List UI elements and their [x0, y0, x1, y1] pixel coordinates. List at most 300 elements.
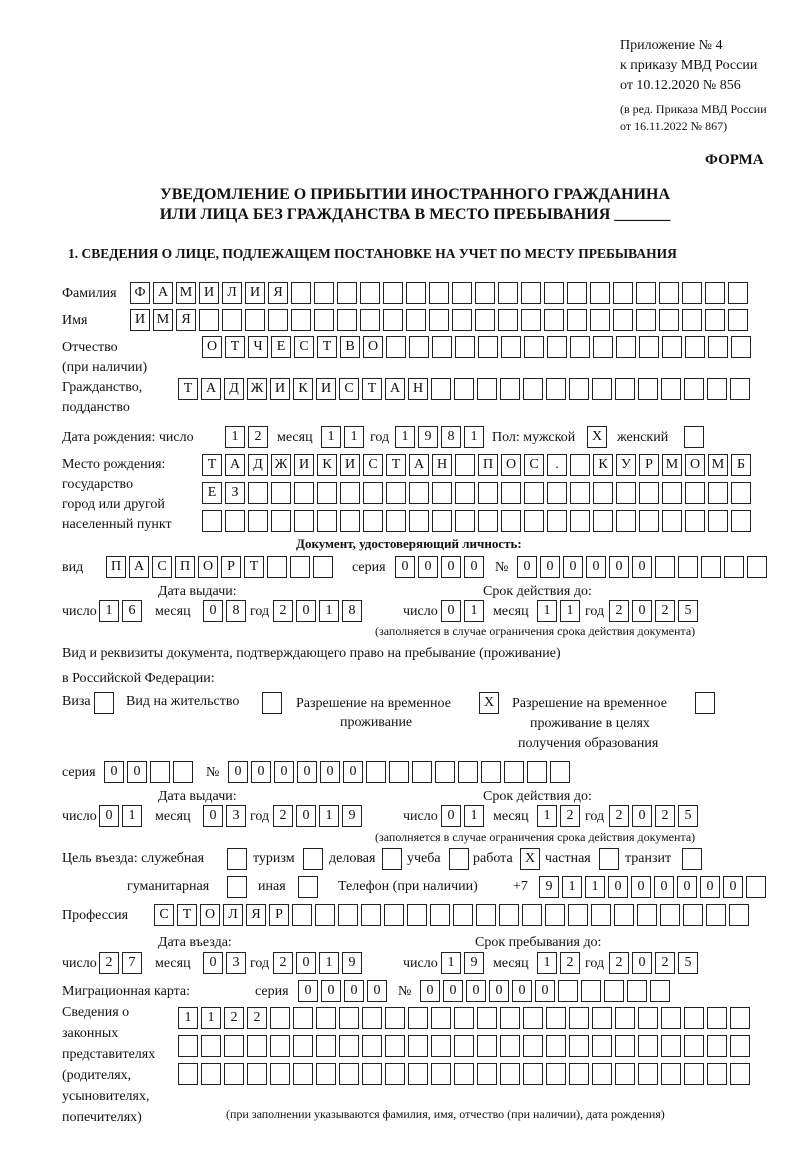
purpose-official-checkbox[interactable] — [227, 848, 250, 870]
char-box[interactable] — [570, 454, 590, 476]
char-box[interactable] — [659, 309, 679, 331]
char-box[interactable]: X — [587, 426, 607, 448]
char-box[interactable]: 0 — [441, 600, 461, 622]
birth-year-field[interactable] — [395, 426, 487, 448]
char-box[interactable] — [481, 761, 501, 783]
char-box[interactable]: К — [593, 454, 613, 476]
char-box[interactable] — [683, 904, 703, 926]
char-box[interactable] — [315, 904, 335, 926]
stay-valid-day-field[interactable] — [441, 805, 487, 827]
char-box[interactable] — [500, 1063, 520, 1085]
char-box[interactable]: Е — [202, 482, 222, 504]
char-box[interactable] — [498, 282, 518, 304]
until-month-field[interactable] — [537, 952, 583, 974]
char-box[interactable]: 0 — [586, 556, 606, 578]
char-box[interactable]: 0 — [464, 556, 484, 578]
char-box[interactable] — [614, 904, 634, 926]
id-series-field[interactable] — [395, 556, 487, 578]
char-box[interactable] — [199, 309, 219, 331]
char-box[interactable] — [477, 1063, 497, 1085]
char-box[interactable] — [627, 980, 647, 1002]
char-box[interactable]: Т — [317, 336, 337, 358]
char-box[interactable] — [685, 336, 705, 358]
stay-number-field[interactable] — [228, 761, 573, 783]
char-box[interactable]: О — [198, 556, 218, 578]
char-box[interactable]: О — [363, 336, 383, 358]
char-box[interactable] — [409, 482, 429, 504]
surname-field[interactable] — [130, 282, 751, 304]
char-box[interactable] — [613, 282, 633, 304]
char-box[interactable]: 0 — [127, 761, 147, 783]
char-box[interactable] — [546, 378, 566, 400]
char-box[interactable] — [432, 510, 452, 532]
purpose-private-checkbox[interactable] — [599, 848, 622, 870]
char-box[interactable]: 0 — [512, 980, 532, 1002]
char-box[interactable] — [706, 904, 726, 926]
char-box[interactable]: О — [501, 454, 521, 476]
char-box[interactable] — [385, 1063, 405, 1085]
char-box[interactable] — [500, 1035, 520, 1057]
char-box[interactable] — [476, 904, 496, 926]
reps-field-2[interactable] — [178, 1035, 753, 1057]
char-box[interactable] — [569, 1035, 589, 1057]
char-box[interactable] — [449, 848, 469, 870]
char-box[interactable] — [432, 482, 452, 504]
char-box[interactable]: П — [175, 556, 195, 578]
char-box[interactable] — [366, 761, 386, 783]
char-box[interactable]: 0 — [203, 952, 223, 974]
char-box[interactable] — [363, 482, 383, 504]
char-box[interactable] — [432, 336, 452, 358]
id-number-field[interactable] — [517, 556, 770, 578]
char-box[interactable] — [337, 309, 357, 331]
char-box[interactable] — [581, 980, 601, 1002]
char-box[interactable]: 9 — [418, 426, 438, 448]
char-box[interactable] — [558, 980, 578, 1002]
char-box[interactable]: И — [316, 378, 336, 400]
char-box[interactable]: 0 — [563, 556, 583, 578]
char-box[interactable]: 2 — [273, 805, 293, 827]
char-box[interactable]: . — [547, 454, 567, 476]
birthplace-field-1[interactable] — [202, 454, 754, 476]
char-box[interactable]: А — [225, 454, 245, 476]
char-box[interactable] — [291, 309, 311, 331]
char-box[interactable]: С — [363, 454, 383, 476]
char-box[interactable]: И — [199, 282, 219, 304]
char-box[interactable] — [314, 282, 334, 304]
citizenship-field[interactable] — [178, 378, 753, 400]
char-box[interactable] — [383, 309, 403, 331]
char-box[interactable] — [661, 1035, 681, 1057]
char-box[interactable] — [685, 482, 705, 504]
char-box[interactable] — [591, 904, 611, 926]
char-box[interactable] — [592, 1063, 612, 1085]
char-box[interactable] — [550, 761, 570, 783]
char-box[interactable] — [385, 1007, 405, 1029]
char-box[interactable]: X — [479, 692, 499, 714]
char-box[interactable]: 1 — [319, 600, 339, 622]
char-box[interactable] — [339, 1063, 359, 1085]
char-box[interactable] — [386, 510, 406, 532]
char-box[interactable] — [695, 692, 715, 714]
char-box[interactable]: 0 — [723, 876, 743, 898]
char-box[interactable]: Н — [432, 454, 452, 476]
char-box[interactable]: И — [294, 454, 314, 476]
char-box[interactable]: 1 — [464, 426, 484, 448]
char-box[interactable]: Л — [223, 904, 243, 926]
char-box[interactable] — [708, 482, 728, 504]
stay-valid-month-field[interactable] — [537, 805, 583, 827]
stay-issue-day-field[interactable] — [99, 805, 145, 827]
char-box[interactable] — [616, 482, 636, 504]
entry-year-field[interactable] — [273, 952, 365, 974]
char-box[interactable]: 0 — [418, 556, 438, 578]
char-box[interactable] — [593, 336, 613, 358]
char-box[interactable]: 0 — [441, 556, 461, 578]
char-box[interactable]: 0 — [420, 980, 440, 1002]
char-box[interactable]: 0 — [677, 876, 697, 898]
char-box[interactable] — [292, 904, 312, 926]
char-box[interactable] — [590, 309, 610, 331]
reps-field-3[interactable] — [178, 1063, 753, 1085]
phone-field[interactable] — [539, 876, 769, 898]
char-box[interactable] — [636, 282, 656, 304]
char-box[interactable] — [429, 309, 449, 331]
char-box[interactable] — [477, 1007, 497, 1029]
char-box[interactable]: Р — [639, 454, 659, 476]
char-box[interactable] — [615, 1035, 635, 1057]
char-box[interactable] — [590, 282, 610, 304]
char-box[interactable]: Ж — [247, 378, 267, 400]
char-box[interactable] — [475, 309, 495, 331]
char-box[interactable]: 0 — [343, 761, 363, 783]
char-box[interactable] — [684, 378, 704, 400]
char-box[interactable]: К — [293, 378, 313, 400]
char-box[interactable] — [224, 1063, 244, 1085]
char-box[interactable] — [227, 848, 247, 870]
char-box[interactable]: 1 — [395, 426, 415, 448]
char-box[interactable] — [613, 309, 633, 331]
char-box[interactable] — [225, 510, 245, 532]
char-box[interactable] — [567, 309, 587, 331]
char-box[interactable]: 0 — [395, 556, 415, 578]
char-box[interactable]: 2 — [273, 952, 293, 974]
char-box[interactable] — [262, 692, 282, 714]
char-box[interactable] — [452, 309, 472, 331]
purpose-business-checkbox[interactable] — [382, 848, 405, 870]
char-box[interactable]: 0 — [535, 980, 555, 1002]
char-box[interactable] — [567, 282, 587, 304]
char-box[interactable]: С — [152, 556, 172, 578]
char-box[interactable]: Т — [202, 454, 222, 476]
char-box[interactable]: 9 — [342, 805, 362, 827]
char-box[interactable] — [454, 378, 474, 400]
char-box[interactable] — [682, 309, 702, 331]
char-box[interactable] — [429, 282, 449, 304]
char-box[interactable]: 2 — [224, 1007, 244, 1029]
char-box[interactable] — [501, 510, 521, 532]
char-box[interactable] — [616, 510, 636, 532]
char-box[interactable]: У — [616, 454, 636, 476]
char-box[interactable] — [522, 904, 542, 926]
char-box[interactable] — [383, 282, 403, 304]
char-box[interactable]: 0 — [251, 761, 271, 783]
char-box[interactable] — [362, 1063, 382, 1085]
char-box[interactable] — [639, 336, 659, 358]
char-box[interactable]: А — [385, 378, 405, 400]
char-box[interactable] — [707, 1007, 727, 1029]
char-box[interactable] — [746, 876, 766, 898]
char-box[interactable] — [547, 336, 567, 358]
char-box[interactable]: 2 — [655, 952, 675, 974]
char-box[interactable] — [524, 482, 544, 504]
char-box[interactable]: 2 — [655, 805, 675, 827]
char-box[interactable]: 1 — [537, 600, 557, 622]
stay-valid-year-field[interactable] — [609, 805, 701, 827]
reps-field-1[interactable] — [178, 1007, 753, 1029]
entry-month-field[interactable] — [203, 952, 249, 974]
char-box[interactable]: 1 — [321, 426, 341, 448]
mc-number-field[interactable] — [420, 980, 673, 1002]
char-box[interactable]: 1 — [441, 952, 461, 974]
char-box[interactable]: 8 — [226, 600, 246, 622]
char-box[interactable]: 2 — [99, 952, 119, 974]
char-box[interactable] — [293, 1035, 313, 1057]
char-box[interactable] — [477, 1035, 497, 1057]
char-box[interactable] — [248, 482, 268, 504]
char-box[interactable] — [730, 1035, 750, 1057]
purpose-tourism-checkbox[interactable] — [303, 848, 326, 870]
id-valid-day-field[interactable] — [441, 600, 487, 622]
char-box[interactable] — [662, 482, 682, 504]
char-box[interactable] — [227, 876, 247, 898]
char-box[interactable]: 3 — [226, 952, 246, 974]
char-box[interactable]: Ж — [271, 454, 291, 476]
char-box[interactable] — [593, 482, 613, 504]
char-box[interactable] — [267, 556, 287, 578]
char-box[interactable]: Д — [224, 378, 244, 400]
char-box[interactable]: З — [225, 482, 245, 504]
char-box[interactable] — [409, 510, 429, 532]
char-box[interactable] — [201, 1063, 221, 1085]
char-box[interactable]: 0 — [228, 761, 248, 783]
char-box[interactable] — [478, 482, 498, 504]
stay-series-field[interactable] — [104, 761, 196, 783]
char-box[interactable] — [478, 336, 498, 358]
char-box[interactable]: Б — [731, 454, 751, 476]
char-box[interactable] — [406, 309, 426, 331]
char-box[interactable]: О — [685, 454, 705, 476]
char-box[interactable] — [655, 556, 675, 578]
char-box[interactable]: Ч — [248, 336, 268, 358]
char-box[interactable] — [270, 1007, 290, 1029]
char-box[interactable] — [523, 378, 543, 400]
char-box[interactable]: А — [409, 454, 429, 476]
char-box[interactable] — [547, 510, 567, 532]
char-box[interactable]: 8 — [441, 426, 461, 448]
char-box[interactable] — [728, 282, 748, 304]
char-box[interactable] — [684, 1063, 704, 1085]
entry-day-field[interactable] — [99, 952, 145, 974]
char-box[interactable] — [408, 1035, 428, 1057]
char-box[interactable]: 0 — [489, 980, 509, 1002]
char-box[interactable]: 3 — [226, 805, 246, 827]
char-box[interactable] — [500, 378, 520, 400]
char-box[interactable] — [569, 1007, 589, 1029]
char-box[interactable] — [316, 1007, 336, 1029]
char-box[interactable]: 0 — [203, 600, 223, 622]
char-box[interactable] — [294, 510, 314, 532]
id-issue-month-field[interactable] — [203, 600, 249, 622]
char-box[interactable]: 9 — [539, 876, 559, 898]
char-box[interactable] — [408, 1007, 428, 1029]
char-box[interactable]: И — [130, 309, 150, 331]
char-box[interactable]: 0 — [320, 761, 340, 783]
char-box[interactable] — [435, 761, 455, 783]
char-box[interactable]: Е — [271, 336, 291, 358]
char-box[interactable] — [386, 482, 406, 504]
char-box[interactable] — [454, 1007, 474, 1029]
char-box[interactable] — [431, 1035, 451, 1057]
char-box[interactable] — [730, 378, 750, 400]
char-box[interactable]: 0 — [631, 876, 651, 898]
char-box[interactable]: Т — [362, 378, 382, 400]
char-box[interactable]: В — [340, 336, 360, 358]
char-box[interactable] — [638, 1063, 658, 1085]
char-box[interactable]: Ф — [130, 282, 150, 304]
char-box[interactable]: Т — [386, 454, 406, 476]
char-box[interactable]: 0 — [517, 556, 537, 578]
char-box[interactable] — [523, 1063, 543, 1085]
char-box[interactable]: 5 — [678, 600, 698, 622]
char-box[interactable]: 0 — [367, 980, 387, 1002]
char-box[interactable]: 2 — [609, 805, 629, 827]
char-box[interactable] — [638, 378, 658, 400]
char-box[interactable] — [389, 761, 409, 783]
char-box[interactable] — [592, 1007, 612, 1029]
char-box[interactable]: И — [270, 378, 290, 400]
char-box[interactable]: М — [662, 454, 682, 476]
char-box[interactable] — [682, 282, 702, 304]
char-box[interactable] — [545, 904, 565, 926]
char-box[interactable]: М — [708, 454, 728, 476]
char-box[interactable] — [314, 309, 334, 331]
char-box[interactable] — [339, 1007, 359, 1029]
char-box[interactable] — [337, 282, 357, 304]
char-box[interactable]: Р — [221, 556, 241, 578]
char-box[interactable] — [592, 1035, 612, 1057]
char-box[interactable]: М — [153, 309, 173, 331]
char-box[interactable] — [430, 904, 450, 926]
char-box[interactable] — [454, 1035, 474, 1057]
char-box[interactable]: 9 — [464, 952, 484, 974]
char-box[interactable] — [178, 1035, 198, 1057]
char-box[interactable]: 1 — [319, 952, 339, 974]
char-box[interactable]: 0 — [321, 980, 341, 1002]
char-box[interactable]: Т — [244, 556, 264, 578]
char-box[interactable] — [504, 761, 524, 783]
char-box[interactable]: И — [340, 454, 360, 476]
char-box[interactable] — [705, 282, 725, 304]
char-box[interactable] — [290, 556, 310, 578]
char-box[interactable] — [501, 482, 521, 504]
char-box[interactable] — [455, 454, 475, 476]
char-box[interactable]: 0 — [609, 556, 629, 578]
char-box[interactable]: 0 — [203, 805, 223, 827]
char-box[interactable] — [523, 1007, 543, 1029]
char-box[interactable] — [599, 848, 619, 870]
char-box[interactable] — [747, 556, 767, 578]
char-box[interactable]: Т — [225, 336, 245, 358]
stay-issue-month-field[interactable] — [203, 805, 249, 827]
purpose-humanitarian-checkbox[interactable] — [227, 876, 250, 898]
char-box[interactable]: Л — [222, 282, 242, 304]
char-box[interactable] — [245, 309, 265, 331]
birthplace-field-2[interactable] — [202, 482, 754, 504]
char-box[interactable]: 0 — [654, 876, 674, 898]
char-box[interactable] — [728, 309, 748, 331]
char-box[interactable] — [731, 336, 751, 358]
birthplace-field-3[interactable] — [202, 510, 754, 532]
char-box[interactable] — [340, 482, 360, 504]
char-box[interactable]: 1 — [585, 876, 605, 898]
char-box[interactable] — [730, 1063, 750, 1085]
char-box[interactable] — [678, 556, 698, 578]
char-box[interactable]: Т — [177, 904, 197, 926]
char-box[interactable]: 1 — [344, 426, 364, 448]
char-box[interactable] — [637, 904, 657, 926]
char-box[interactable] — [455, 482, 475, 504]
visa-checkbox[interactable] — [94, 692, 117, 714]
char-box[interactable]: М — [176, 282, 196, 304]
char-box[interactable]: Я — [176, 309, 196, 331]
char-box[interactable]: 1 — [319, 805, 339, 827]
char-box[interactable]: 0 — [632, 805, 652, 827]
char-box[interactable] — [684, 426, 704, 448]
char-box[interactable] — [454, 1063, 474, 1085]
char-box[interactable] — [604, 980, 624, 1002]
char-box[interactable] — [385, 1035, 405, 1057]
char-box[interactable]: 2 — [247, 1007, 267, 1029]
char-box[interactable] — [178, 1063, 198, 1085]
char-box[interactable]: 1 — [537, 952, 557, 974]
char-box[interactable]: 0 — [99, 805, 119, 827]
char-box[interactable]: 1 — [99, 600, 119, 622]
id-issue-year-field[interactable] — [273, 600, 365, 622]
char-box[interactable]: О — [200, 904, 220, 926]
char-box[interactable] — [271, 510, 291, 532]
char-box[interactable]: 0 — [632, 952, 652, 974]
char-box[interactable] — [707, 378, 727, 400]
char-box[interactable] — [544, 309, 564, 331]
purpose-study-checkbox[interactable] — [449, 848, 472, 870]
char-box[interactable] — [569, 1063, 589, 1085]
char-box[interactable] — [362, 1007, 382, 1029]
char-box[interactable] — [361, 904, 381, 926]
char-box[interactable] — [707, 1035, 727, 1057]
char-box[interactable] — [431, 378, 451, 400]
char-box[interactable]: 2 — [655, 600, 675, 622]
char-box[interactable] — [547, 482, 567, 504]
char-box[interactable] — [682, 848, 702, 870]
sex-male-checkbox[interactable] — [587, 426, 610, 448]
char-box[interactable] — [407, 904, 427, 926]
char-box[interactable] — [431, 1007, 451, 1029]
char-box[interactable]: К — [317, 454, 337, 476]
char-box[interactable] — [247, 1063, 267, 1085]
char-box[interactable] — [408, 1063, 428, 1085]
char-box[interactable]: 6 — [122, 600, 142, 622]
